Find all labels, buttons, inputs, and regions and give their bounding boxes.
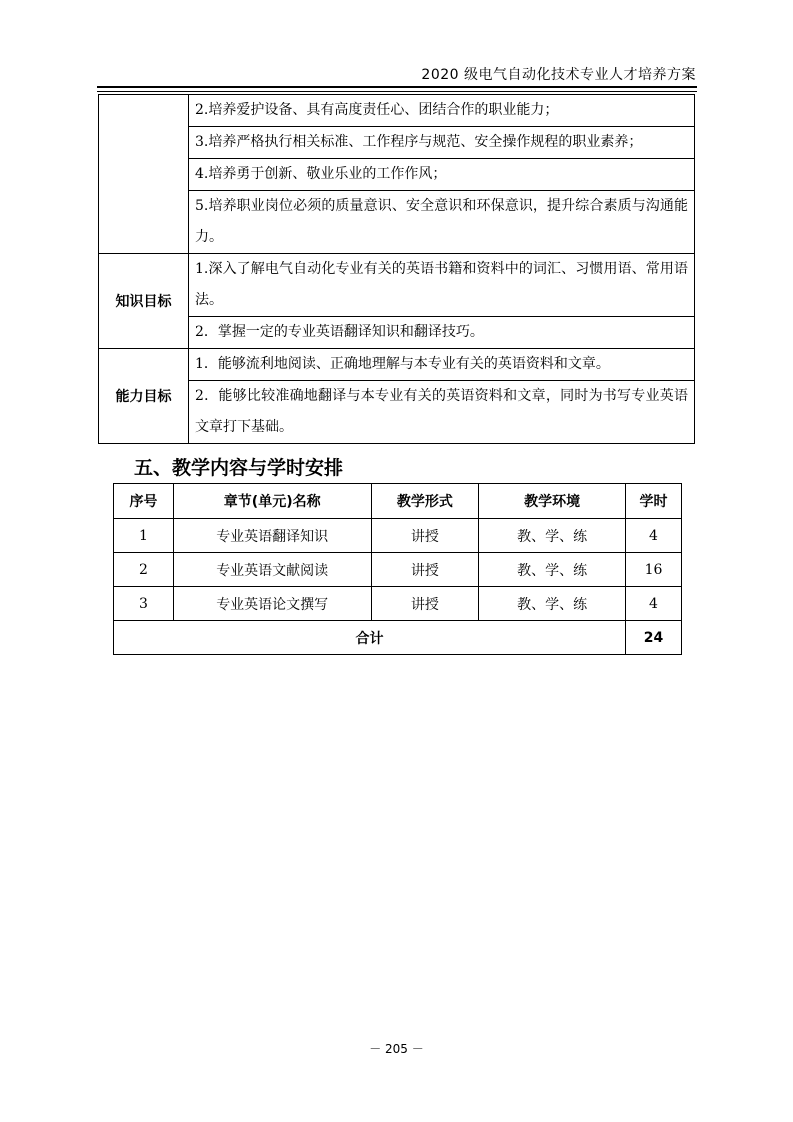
column-header-environment: 教学环境 xyxy=(479,484,626,519)
quality-category-cell xyxy=(99,95,189,254)
page-number: － 205 － xyxy=(369,1042,424,1056)
class-hours: 16 xyxy=(626,553,682,587)
knowledge-row xyxy=(99,254,695,317)
ability-row xyxy=(99,381,695,444)
ability-item: 2．能够比较准确地翻译与本专业有关的英语资料和文章，同时为书写专业英语文章打下基础。 xyxy=(189,381,695,444)
row-number: 3 xyxy=(114,587,174,621)
quality-row xyxy=(99,127,695,159)
knowledge-row xyxy=(99,317,695,349)
teaching-environment: 教、学、练 xyxy=(479,553,626,587)
knowledge-goal-label: 知识目标 xyxy=(99,254,189,349)
column-header-format: 教学形式 xyxy=(371,484,479,519)
quality-item: 5.培养职业岗位必须的质量意识、安全意识和环保意识，提升综合素质与沟通能力。 xyxy=(189,191,695,254)
knowledge-item: 2．掌握一定的专业英语翻译知识和翻译技巧。 xyxy=(189,317,695,349)
teaching-format: 讲授 xyxy=(371,519,479,553)
table-row xyxy=(114,553,682,587)
quality-row xyxy=(99,191,695,254)
chapter-name: 专业英语论文撰写 xyxy=(173,587,371,621)
chapter-name: 专业英语翻译知识 xyxy=(173,519,371,553)
total-label: 合计 xyxy=(114,621,626,655)
total-hours: 24 xyxy=(626,621,682,655)
ability-goal-label: 能力目标 xyxy=(99,349,189,444)
schedule-header-row xyxy=(114,484,682,519)
quality-row xyxy=(99,95,695,127)
quality-item: 3.培养严格执行相关标准、工作程序与规范、安全操作规程的职业素养； xyxy=(189,127,695,159)
teaching-format: 讲授 xyxy=(371,587,479,621)
teaching-format: 讲授 xyxy=(371,553,479,587)
quality-row xyxy=(99,159,695,191)
class-hours: 4 xyxy=(626,519,682,553)
knowledge-item: 1.深入了解电气自动化专业有关的英语书籍和资料中的词汇、习惯用语、常用语法。 xyxy=(189,254,695,317)
teaching-environment: 教、学、练 xyxy=(479,587,626,621)
class-hours: 4 xyxy=(626,587,682,621)
ability-item: 1．能够流利地阅读、正确地理解与本专业有关的英语资料和文章。 xyxy=(189,349,695,381)
chapter-name: 专业英语文献阅读 xyxy=(173,553,371,587)
ability-row xyxy=(99,349,695,381)
column-header-chapter: 章节(单元)名称 xyxy=(173,484,371,519)
header-rule-thick xyxy=(97,86,697,88)
header-rule-thin xyxy=(97,91,697,92)
schedule-table xyxy=(113,483,682,655)
objectives-table xyxy=(98,94,695,444)
total-row xyxy=(114,621,682,655)
table-row xyxy=(114,587,682,621)
section-heading: 五、教学内容与学时安排 xyxy=(134,457,344,479)
row-number: 2 xyxy=(114,553,174,587)
document-header-title: 2020 级电气自动化技术专业人才培养方案 xyxy=(421,67,696,83)
quality-item: 4.培养勇于创新、敬业乐业的工作作风； xyxy=(189,159,695,191)
table-row xyxy=(114,519,682,553)
row-number: 1 xyxy=(114,519,174,553)
teaching-environment: 教、学、练 xyxy=(479,519,626,553)
quality-item: 2.培养爱护设备、具有高度责任心、团结合作的职业能力； xyxy=(189,95,695,127)
column-header-hours: 学时 xyxy=(626,484,682,519)
column-header-number: 序号 xyxy=(114,484,174,519)
